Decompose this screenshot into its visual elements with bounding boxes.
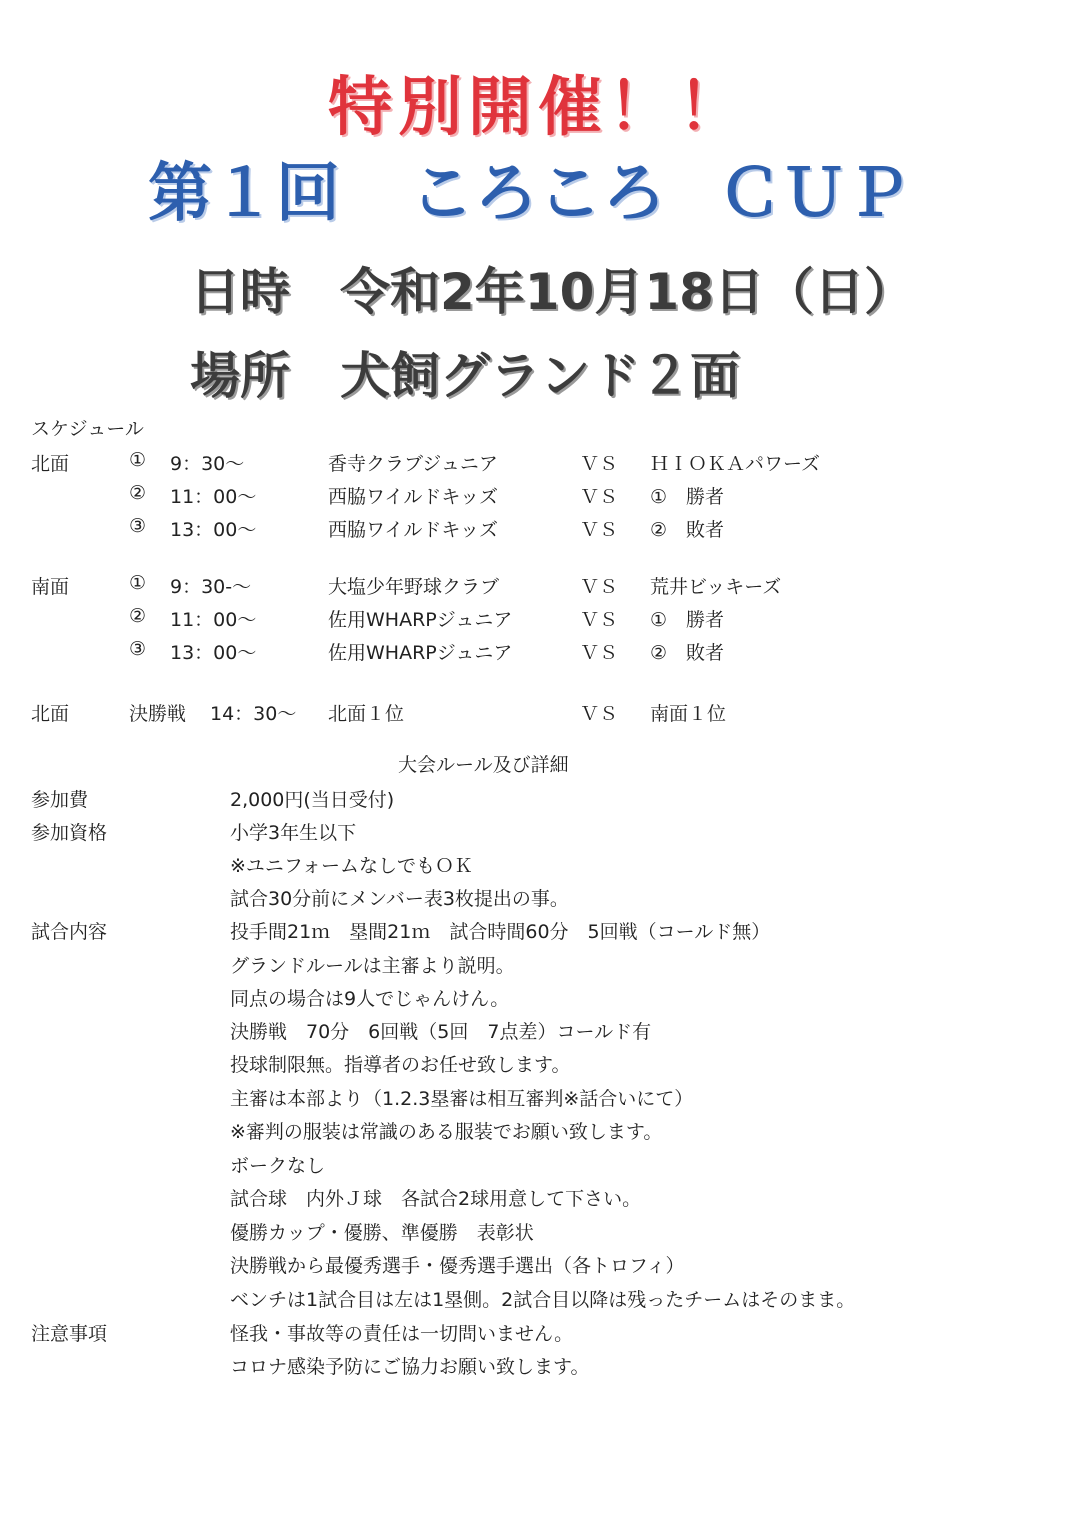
content-label: 試合内容	[31, 921, 108, 943]
game-number: ①	[129, 449, 147, 471]
rules-heading: 大会ルール及び詳細	[398, 754, 569, 776]
vs-label: ＶＳ	[580, 609, 619, 631]
cup-edition: 第１回	[148, 157, 340, 231]
game-time: 11：00〜	[170, 609, 257, 631]
cup-name: ころころ	[410, 157, 666, 231]
team-away: ① 勝者	[650, 486, 725, 508]
content-line: グランドルールは主審より説明。	[230, 955, 515, 977]
eligibility-line: 試合30分前にメンバー表3枚提出の事。	[230, 888, 569, 910]
team-home: 西脇ワイルドキッズ	[328, 519, 499, 541]
eligibility-label: 参加資格	[31, 822, 108, 844]
special-event-title: 特別開催！！	[328, 71, 748, 145]
vs-label: ＶＳ	[580, 486, 619, 508]
final-label: 決勝戦	[129, 703, 187, 725]
game-time: 13：00〜	[170, 519, 257, 541]
content-line: 投手間21ｍ 塁間21ｍ 試合時間60分 5回戦（コールド無）	[230, 921, 771, 943]
field-label: 北面	[31, 703, 70, 725]
vs-label: ＶＳ	[580, 642, 619, 664]
eligibility-line: 小学3年生以下	[230, 822, 357, 844]
place-value: 犬飼グランド２面	[340, 347, 740, 405]
team-away: 荒井ビッキーズ	[650, 576, 782, 598]
team-away: ② 敗者	[650, 642, 725, 664]
notes-line: 怪我・事故等の責任は一切問いません。	[230, 1323, 574, 1345]
game-number: ③	[129, 638, 147, 660]
team-away: ① 勝者	[650, 609, 725, 631]
game-time: 9：30‐〜	[170, 576, 252, 598]
team-home: 西脇ワイルドキッズ	[328, 486, 499, 508]
team-home: 佐用WHARPジュニア	[328, 609, 513, 631]
notes-line: コロナ感染予防にご協力お願い致します。	[230, 1356, 590, 1378]
game-number: ③	[129, 515, 147, 537]
team-home: 佐用WHARPジュニア	[328, 642, 513, 664]
game-time: 13：00〜	[170, 642, 257, 664]
content-line: 優勝カップ・優勝、準優勝 表彰状	[230, 1222, 534, 1244]
content-line: ベンチは1試合目は左は1塁側。2試合目以降は残ったチームはそのまま。	[230, 1289, 856, 1311]
vs-label: ＶＳ	[580, 703, 619, 725]
content-line: 投球制限無。指導者のお任せ致します。	[230, 1054, 571, 1076]
content-line: ※審判の服装は常識のある服装でお願い致します。	[230, 1121, 663, 1143]
content-line: 決勝戦 70分 6回戦（5回 7点差）コールド有	[230, 1021, 652, 1043]
content-line: ボークなし	[230, 1155, 326, 1177]
fee-value: 2,000円(当日受付)	[230, 789, 395, 811]
content-line: 同点の場合は9人でじゃんけん。	[230, 988, 510, 1010]
date-value: 令和2年10月18日（日）	[340, 263, 914, 321]
team-home: 香寺クラブジュニア	[328, 453, 498, 475]
notes-label: 注意事項	[31, 1323, 108, 1345]
vs-label: ＶＳ	[580, 453, 619, 475]
eligibility-line: ※ユニフォームなしでもＯＫ	[230, 855, 473, 877]
schedule-heading: スケジュール	[31, 418, 144, 440]
game-number: ②	[129, 482, 147, 504]
field-label: 北面	[31, 453, 70, 475]
team-away: 南面１位	[650, 703, 727, 725]
team-away: ＨＩＯＫＡパワーズ	[650, 453, 821, 475]
team-home: 北面１位	[328, 703, 405, 725]
team-home: 大塩少年野球クラブ	[328, 576, 500, 598]
team-away: ② 敗者	[650, 519, 725, 541]
place-label: 場所	[190, 347, 290, 405]
content-line: 主審は本部より（1.2.3塁審は相互審判※話合いにて）	[230, 1088, 694, 1110]
content-line: 試合球 内外Ｊ球 各試合2球用意して下さい。	[230, 1188, 642, 1210]
game-time: 9：30〜	[170, 453, 245, 475]
vs-label: ＶＳ	[580, 576, 619, 598]
cup-word: ＣＵＰ	[718, 157, 910, 231]
fee-label: 参加費	[31, 789, 89, 811]
field-label: 南面	[31, 576, 70, 598]
content-line: 決勝戦から最優秀選手・優秀選手選出（各トロフィ）	[230, 1255, 685, 1277]
game-number: ②	[129, 605, 147, 627]
game-time: 14：30〜	[210, 703, 297, 725]
game-time: 11：00〜	[170, 486, 257, 508]
vs-label: ＶＳ	[580, 519, 619, 541]
game-number: ①	[129, 572, 147, 594]
date-label: 日時	[190, 263, 290, 321]
